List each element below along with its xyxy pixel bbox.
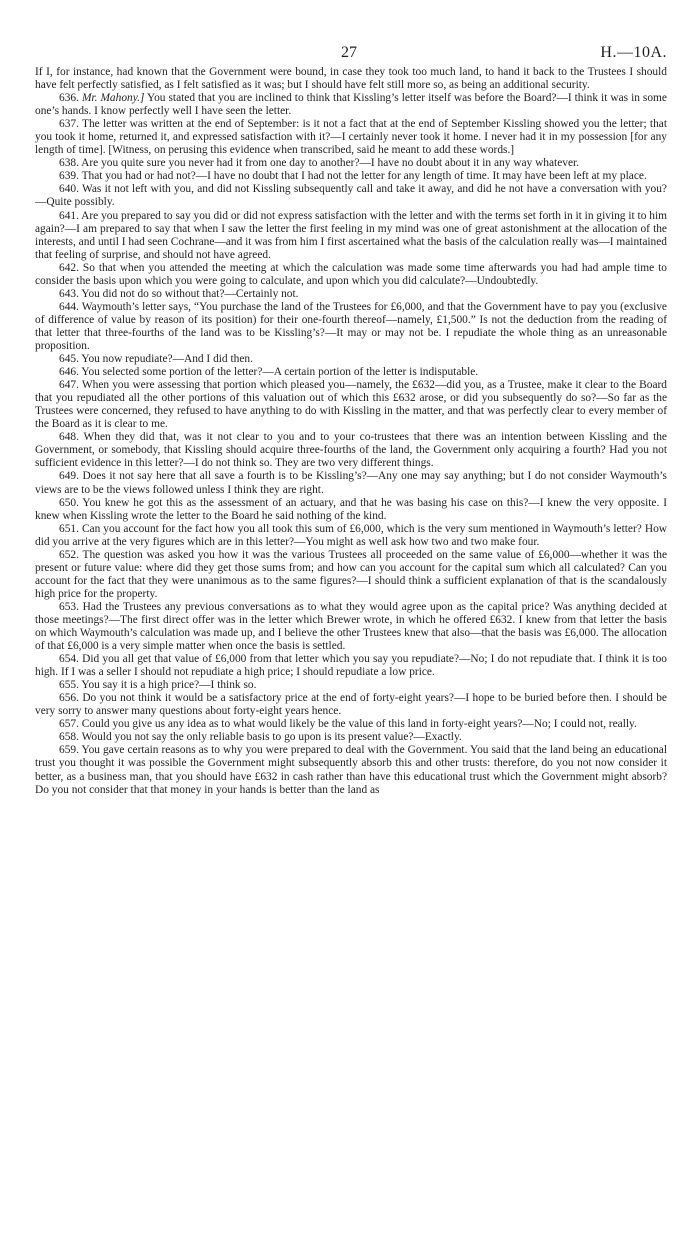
question-number: 636. [59, 92, 79, 105]
question-text: You stated that you are inclined to think that Kissling’s letter itself was before the Board?—I think it was in some one’s hands. I know perfectly well I have seen the letter. [35, 92, 667, 118]
intro-paragraph: If I, for instance, had known that the Government were bound, in case they took too much land, to hand it back to the Trustees I should have felt perfectly satisfied, as I felt satisfied as it was; but I should have felt still more so, as being an additional security. [35, 66, 667, 92]
question-640: 640. Was it not left with you, and did not Kissling subsequently call and take it away, and did he not have a conversation with you?—Quite possibly. [35, 183, 667, 209]
question-649: 649. Does it not say here that all save a fourth is to be Kissling’s?—Any one may say anything; but I do not consider Waymouth’s views are to be the views followed unless I think they are right. [35, 470, 667, 496]
question-657: 657. Could you give us any idea as to what would likely be the value of this land in forty-eight years?—No; I could not, really. [59, 718, 637, 731]
evidence-text [35, 66, 667, 797]
page-number: 27 [341, 44, 357, 61]
question-638: 638. Are you quite sure you never had it from one day to another?—I have no doubt about it in any way whatever. [59, 157, 580, 170]
question-658: 658. Would you not say the only reliable basis to go upon is its present value?—Exactly. [59, 731, 462, 744]
question-636 [35, 92, 667, 118]
question-651: 651. Can you account for the fact how you all took this sum of £6,000, which is the very sum mentioned in Waymouth’s letter? How did you arrive at the very figures which are in this letter?—You might as well ask how two and two make four. [35, 522, 667, 548]
page-header [35, 0, 667, 66]
question-656: 656. Do you not think it would be a satisfactory price at the end of forty-eight years?—I hope to be buried before then. I should be very sorry to answer many questions about forty-eight years hence. [35, 692, 667, 718]
question-653: 653. Had the Trustees any previous conversations as to what they would agree upon as the capital price? Was anything decided at those meetings?—The first direct offer was in the letter which Brewer wrote, in which he offered £632. I knew from that letter the basis on which Waymouth’s calculation was made up, and I believe the other Trustees knew that also—that the basis was £6,000. The allocation of that £6,000 is a very simple matter when once the basis is settled. [35, 600, 667, 653]
question-639: 639. That you had or had not?—I have no doubt that I had not the letter for any length of time. It may have been left at my place. [59, 170, 647, 183]
document-page [35, 0, 667, 797]
question-646: 646. You selected some portion of the letter?—A certain portion of the letter is indisputable. [59, 366, 479, 379]
question-652: 652. The question was asked you how it was the various Trustees all proceeded on the same value of £6,000—whether it was the present or future value: where did they get those sums from; and how can you account for the capital sum which all calculated? Can you account for the fact that they were unanimous as to the same figures?—I should think a sufficient explanation of that is the scandalously high price for the property. [35, 548, 667, 600]
question-637: 637. The letter was written at the end of September: is it not a fact that at the end of September Kissling showed you the letter; that you took it home, returned it, and expressed satisfaction with it?—I certainly never took it home. I never had it in my possession [for any length of time]. [Witness, on perusing this evidence when transcribed, said he meant to add these words.] [35, 118, 667, 157]
question-642: 642. So that when you attended the meeting at which the calculation was made some time afterwards you had had ample time to consider the basis upon which you were going to calculate, and upon which you did calculate?—Undoubtedly. [35, 261, 667, 287]
question-650: 650. You knew he got this as the assessment of an actuary, and that he was basing his case on this?—I knew the very opposite. I knew when Kissling wrote the letter to the Board he said nothing of the kind. [35, 496, 667, 522]
question-654: 654. Did you all get that value of £6,000 from that letter which you say you repudiate?—No; I do not repudiate that. I think it is too high. If I was a seller I should not repudiate a high price; I should repudiate a low price. [35, 653, 667, 679]
question-647: 647. When you were assessing that portion which pleased you—namely, the £632—did you, as a Trustee, make it clear to the Board that you repudiated all the other portions of this valuation out of which this £632 arose, or did you subsequently do so?—So far as the Trustees were concerned, they refused to have anything to do with Kissling in the matter, and that was perfectly clear to every member of the Board as it is clear to me. [35, 379, 667, 431]
speaker-label: Mr. Mahony.] [81, 92, 145, 105]
question-648: 648. When they did that, was it not clear to you and to your co-trustees that there was an intention between Kissling and the Government, or somebody, that Kissling should acquire three-fourths of the land, the Government only acquiring a fourth? Had you not sufficient evidence in this letter?—I do not think so. They are two very different things. [35, 431, 667, 470]
question-643: 643. You did not do so without that?—Certainly not. [59, 287, 299, 300]
question-645: 645. You now repudiate?—And I did then. [59, 353, 253, 366]
document-reference: H.—10A. [600, 44, 667, 61]
question-644: 644. Waymouth’s letter says, “You purchase the land of the Trustees for £6,000, and that the Government have to pay you (exclusive of difference of value by reason of its position) for their one-fourth thereof—namely, £1,500.” Is not the deduction from the reading of that letter that three-fourths of the land was to be Kissling’s?—It may or may not be. I repudiate the whole thing as an unreasonable proposition. [35, 300, 667, 352]
question-659: 659. You gave certain reasons as to why you were prepared to deal with the Government. You said that the land being an educational trust you thought it was possible the Government might subsequently absorb this and other trusts: therefore, do you not now consider it better, as a business man, that you should have £632 in cash rather than have this educational trust which the Government might absorb? Do you not consider that that money in your hands is better than the land as [35, 744, 667, 796]
question-655: 655. You say it is a high price?—I think so. [59, 679, 257, 692]
question-641: 641. Are you prepared to say you did or did not express satisfaction with the letter and with the terms set forth in it in giving it to him again?—I am prepared to say that when I saw the letter the first feeling in my mind was one of great astonishment at the allocation of the interests, and until I had seen Cochrane—and it was from him I first ascertained what the basis of the calculation really was—I maintained that feeling of surprise, and should not have agreed. [35, 209, 667, 261]
